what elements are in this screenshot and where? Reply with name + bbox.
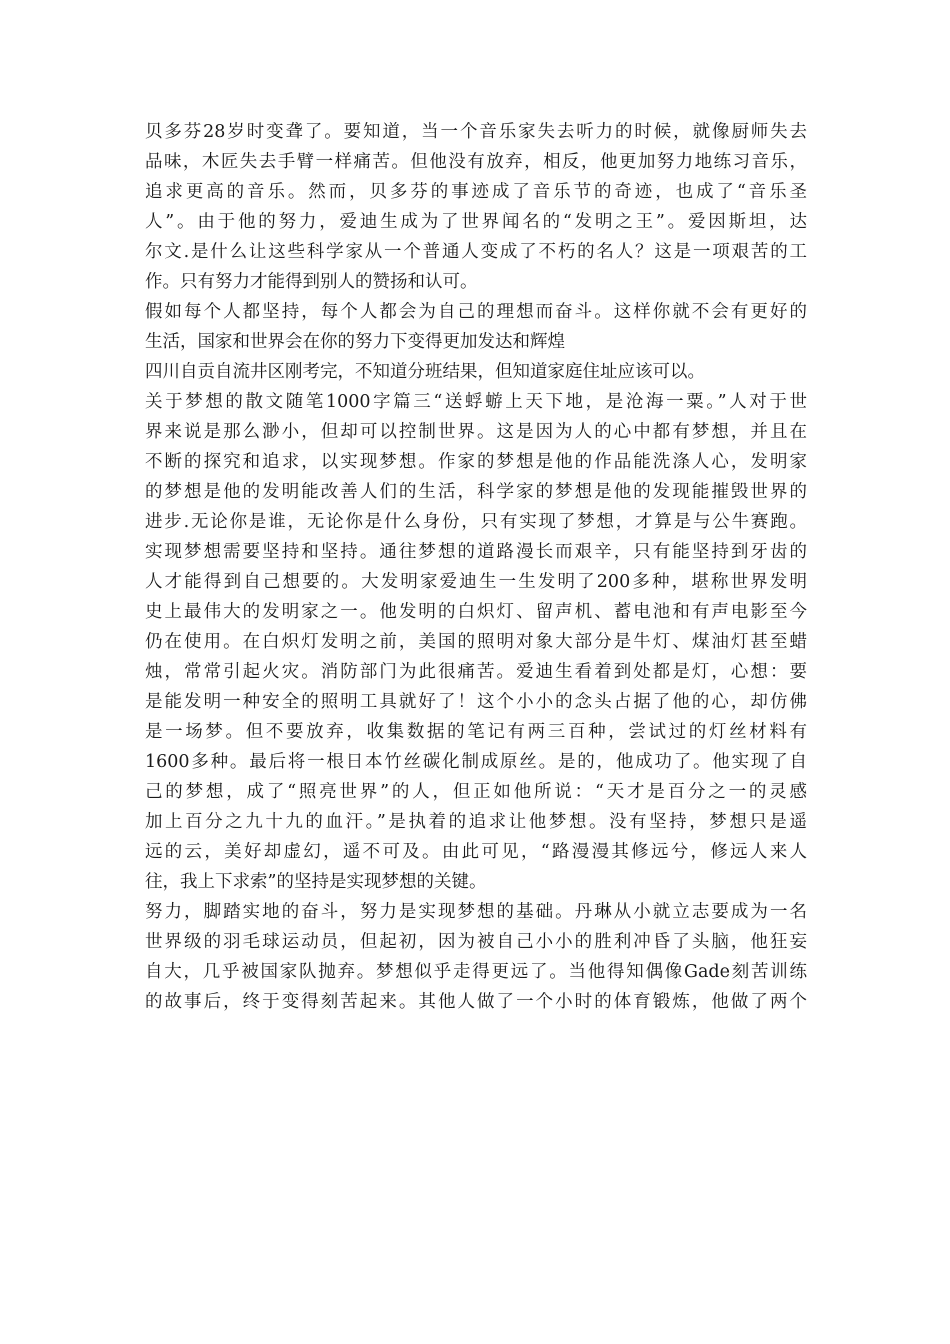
text-line: 的故事后，终于变得刻苦起来。其他人做了一个小时的体育锻炼，他做了两个	[145, 992, 807, 1012]
text-line: 尔文.是什么让这些科学家从一个普通人变成了不朽的名人？这是一项艰苦的工	[145, 242, 807, 262]
text-line: 作。只有努力才能得到别人的赞扬和认可。	[145, 272, 478, 292]
text-line: 努力，脚踏实地的奋斗，努力是实现梦想的基础。丹琳从小就立志要成为一名	[145, 902, 807, 922]
text-line: 加上百分之九十九的血汗。”是执着的追求让他梦想。没有坚持，梦想只是遥	[145, 812, 807, 832]
text-line: 是一场梦。但不要放弃，收集数据的笔记有两三百种，尝试过的灯丝材料有	[145, 722, 807, 742]
text-line: 史上最伟大的发明家之一。他发明的白炽灯、留声机、蓄电池和有声电影至今	[145, 602, 807, 622]
text-line: 世界级的羽毛球运动员，但起初，因为被自己小小的胜利冲昏了头脑，他狂妄	[145, 932, 807, 952]
text-line: 四川自贡自流井区刚考完，不知道分班结果，但知道家庭住址应该可以。	[145, 362, 705, 382]
text-line: 1600多种。最后将一根日本竹丝碳化制成原丝。是的，他成功了。他实现了自	[145, 752, 807, 772]
text-line: 进步.无论你是谁，无论你是什么身份，只有实现了梦想，才算是与公牛赛跑。	[145, 512, 807, 532]
text-line: 不断的探究和追求，以实现梦想。作家的梦想是他的作品能洗涤人心，发明家	[145, 452, 807, 472]
text-line: 人才能得到自己想要的。大发明家爱迪生一生发明了200多种，堪称世界发明	[145, 572, 807, 592]
text-line: 生活，国家和世界会在你的努力下变得更加发达和辉煌	[145, 332, 565, 352]
text-line: 实现梦想需要坚持和坚持。通往梦想的道路漫长而艰辛，只有能坚持到牙齿的	[145, 542, 807, 562]
text-line: 烛，常常引起火灾。消防部门为此很痛苦。爱迪生看着到处都是灯，心想：要	[145, 662, 807, 682]
text-line: 是能发明一种安全的照明工具就好了！这个小小的念头占据了他的心，却仿佛	[145, 692, 807, 712]
text-line: 仍在使用。在白炽灯发明之前，美国的照明对象大部分是牛灯、煤油灯甚至蜡	[145, 632, 807, 652]
text-line: 假如每个人都坚持，每个人都会为自己的理想而奋斗。这样你就不会有更好的	[145, 302, 807, 322]
text-line: 关于梦想的散文随笔1000字篇三“送蜉蝣上天下地，是沧海一粟。”人对于世	[145, 392, 807, 412]
text-line: 人”。由于他的努力，爱迪生成为了世界闻名的“发明之王”。爱因斯坦，达	[145, 212, 807, 232]
text-line: 界来说是那么渺小，但却可以控制世界。这是因为人的心中都有梦想，并且在	[145, 422, 807, 442]
text-line: 往，我上下求索”的坚持是实现梦想的关键。	[145, 872, 487, 892]
text-line: 品味，木匠失去手臂一样痛苦。但他没有放弃，相反，他更加努力地练习音乐，	[145, 152, 807, 172]
text-line: 远的云，美好却虚幻，遥不可及。由此可见，“路漫漫其修远兮，修远人来人	[145, 842, 807, 862]
text-line: 自大，几乎被国家队抛弃。梦想似乎走得更远了。当他得知偶像Gade刻苦训练	[145, 962, 807, 982]
document-body	[145, 117, 807, 1017]
text-line: 追求更高的音乐。然而，贝多芬的事迹成了音乐节的奇迹，也成了“音乐圣	[145, 182, 807, 202]
text-line: 己的梦想，成了“照亮世界”的人，但正如他所说：“天才是百分之一的灵感	[145, 782, 807, 802]
text-line: 的梦想是他的发明能改善人们的生活，科学家的梦想是他的发现能摧毁世界的	[145, 482, 807, 502]
text-line: 贝多芬28岁时变聋了。要知道，当一个音乐家失去听力的时候，就像厨师失去	[145, 122, 807, 142]
